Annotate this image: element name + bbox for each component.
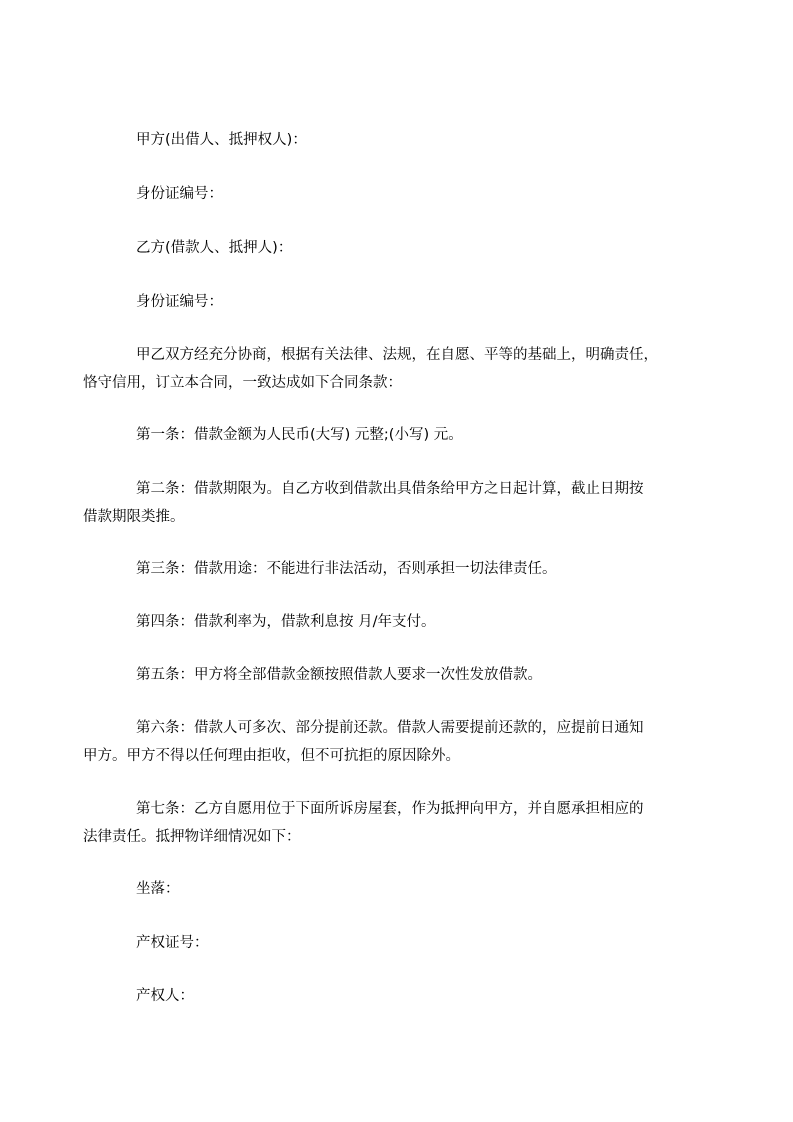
property-cert-line: 产权证号： (136, 935, 209, 951)
property-owner-line: 产权人： (136, 988, 194, 1004)
article-1: 第一条：借款金额为人民币(大写) 元整;(小写) 元。 (136, 427, 463, 443)
preamble-line-1: 甲乙双方经充分协商，根据有关法律、法规，在自愿、平等的基础上，明确责任， (136, 347, 658, 363)
article-6-line-1: 第六条：借款人可多次、部分提前还款。借款人需要提前还款的，应提前日通知 (136, 720, 644, 736)
article-3: 第三条：借款用途：不能进行非法活动，否则承担一切法律责任。 (136, 561, 557, 577)
preamble-line-2: 恪守信用，订立本合同，一致达成如下合同条款： (83, 375, 402, 391)
article-7-line-1: 第七条：乙方自愿用位于下面所诉房屋套，作为抵押向甲方，并自愿承担相应的 (136, 801, 644, 817)
party-a-id-line: 身份证编号： (136, 186, 223, 202)
article-4: 第四条：借款利率为，借款利息按 月/年支付。 (136, 614, 436, 630)
article-6-paragraph (83, 714, 706, 770)
preamble-paragraph (83, 341, 706, 397)
article-2-paragraph (83, 475, 706, 531)
party-b-id-line: 身份证编号： (136, 294, 223, 310)
article-2-line-1: 第二条：借款期限为。自乙方收到借款出具借条给甲方之日起计算，截止日期按 (136, 481, 644, 497)
article-7-line-2: 法律责任。抵押物详细情况如下： (83, 829, 301, 845)
article-7-paragraph (83, 795, 706, 851)
article-5: 第五条：甲方将全部借款金额按照借款人要求一次性发放借款。 (136, 667, 542, 683)
party-b-line: 乙方(借款人、抵押人)： (136, 240, 293, 256)
location-line: 坐落： (136, 881, 180, 897)
article-2-line-2: 借款期限类推。 (83, 509, 185, 525)
article-6-line-2: 甲方。甲方不得以任何理由拒收，但不可抗拒的原因除外。 (83, 748, 460, 764)
party-a-line: 甲方(出借人、抵押权人)： (136, 132, 307, 148)
